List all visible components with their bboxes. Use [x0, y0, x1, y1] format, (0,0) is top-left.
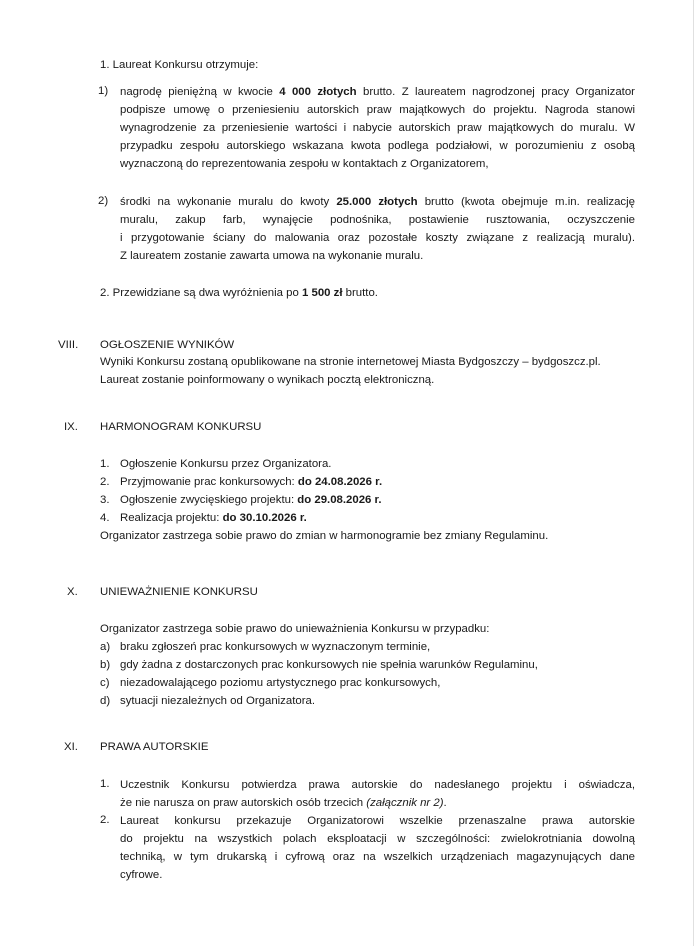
prize-item-2-line-4: Z laureatem zostanie zawarta umowa na wykonanie muralu.: [120, 250, 424, 262]
schedule-note: Organizator zastrzega sobie prawo do zmian w harmonogramie bez zmiany Regulaminu.: [100, 530, 549, 542]
prize-item-2-line-2: muralu, zakup farb, wynajęcie podnośnika, postawienie rusztowania, oczyszczenie: [120, 214, 635, 226]
schedule-item-3-number: 3.: [100, 494, 110, 506]
section-11-number: XI.: [64, 741, 78, 753]
cancel-item-d-letter: d): [100, 695, 111, 707]
copyright-item-2-line-3: techniką, w tym drukarską i cyfrową oraz na wszelkich urządzeniach magazynujących dane: [120, 851, 635, 863]
copyright-item-1-number: 1.: [100, 778, 110, 790]
copyright-item-1-line-2: że nie narusza on praw autorskich osób trzecich (załącznik nr 2).: [120, 797, 447, 809]
schedule-item-2-number: 2.: [100, 476, 110, 488]
prize-item-1-line-1: nagrodę pieniężną w kwocie 4 000 złotych brutto. Z laureatem nagrodzonej pracy Organizator: [120, 86, 635, 98]
copyright-item-2-line-1: Laureat konkursu przekazuje Organizatorowi wszelkie przenaszalne prawa autorskie: [120, 815, 635, 827]
prize-item-1-line-3: wynagrodzenie za przeniesienie wartości i nabycie autorskich praw majątkowych do muralu. W: [120, 122, 635, 134]
copyright-item-2-line-4: cyfrowe.: [120, 869, 163, 881]
schedule-item-1-number: 1.: [100, 458, 110, 470]
section-8-title: OGŁOSZENIE WYNIKÓW: [100, 339, 235, 351]
section-11-title: PRAWA AUTORSKIE: [100, 741, 209, 753]
cancel-item-a: braku zgłoszeń prac konkursowych w wyznaczonym terminie,: [120, 641, 431, 653]
prize-item-2-number: 2): [98, 195, 109, 207]
schedule-item-3: Ogłoszenie zwycięskiego projektu: do 29.08.2026 r.: [120, 494, 382, 506]
cancel-item-b: gdy żadna z dostarczonych prac konkursowych nie spełnia warunków Regulaminu,: [120, 659, 538, 671]
cancel-item-b-letter: b): [100, 659, 111, 671]
copyright-item-2-number: 2.: [100, 814, 110, 826]
section-10-number: X.: [67, 586, 78, 598]
cancel-item-a-letter: a): [100, 641, 111, 653]
prize-item-1-line-4: przypadku zespołu autorskiego wskazana kwota podlega podziałowi, w porozumieniu z osobą: [120, 140, 635, 152]
prize-item-1-line-5: wyznaczoną do reprezentowania zespołu w kontaktach z Organizatorem,: [120, 158, 489, 170]
page-edge: [693, 0, 694, 946]
section-8-number: VIII.: [58, 339, 79, 351]
schedule-item-1: Ogłoszenie Konkursu przez Organizatora.: [120, 458, 332, 470]
prize-item-1-line-2: podpisze umowę o przeniesieniu autorskich praw majątkowych do projektu. Nagroda stanowi: [120, 104, 635, 116]
prize-item-2-line-3: i przygotowanie ściany do malowania oraz pozostałe koszty związane z realizacją muralu).: [120, 232, 635, 244]
cancel-item-d: sytuacji niezależnych od Organizatora.: [120, 695, 316, 707]
section-9-number: IX.: [64, 421, 78, 433]
section-8-line-1: Wyniki Konkursu zostaną opublikowane na stronie internetowej Miasta Bydgoszczy – bydgoszcz.pl.: [100, 356, 601, 368]
schedule-item-4-number: 4.: [100, 512, 110, 524]
schedule-item-4: Realizacja projektu: do 30.10.2026 r.: [120, 512, 307, 524]
section-8-line-2: Laureat zostanie poinformowany o wynikach pocztą elektroniczną.: [100, 374, 435, 386]
copyright-item-1-line-1: Uczestnik Konkursu potwierdza prawa autorskie do nadesłanego projektu i oświadcza,: [120, 779, 635, 791]
section-10-title: UNIEWAŻNIENIE KONKURSU: [100, 586, 258, 598]
copyright-item-2-line-2: do projektu na wszystkich polach eksploatacji w szczególności: zwielokrotniania dowolną: [120, 833, 635, 845]
section-10-intro: Organizator zastrzega sobie prawo do unieważnienia Konkursu w przypadku:: [100, 623, 490, 635]
cancel-item-c: niezadowalającego poziomu artystycznego prac konkursowych,: [120, 677, 441, 689]
prize-item-2-line-1: środki na wykonanie muralu do kwoty 25.000 złotych brutto (kwota obejmuje m.in. realizację: [120, 196, 635, 208]
section-9-title: HARMONOGRAM KONKURSU: [100, 421, 262, 433]
prize-item-1-number: 1): [98, 85, 109, 97]
prize-distinctions: 2. Przewidziane są dwa wyróżnienia po 1 500 zł brutto.: [100, 287, 378, 299]
schedule-item-2: Przyjmowanie prac konkursowych: do 24.08.2026 r.: [120, 476, 383, 488]
prize-intro: 1. Laureat Konkursu otrzymuje:: [100, 59, 259, 71]
cancel-item-c-letter: c): [100, 677, 110, 689]
